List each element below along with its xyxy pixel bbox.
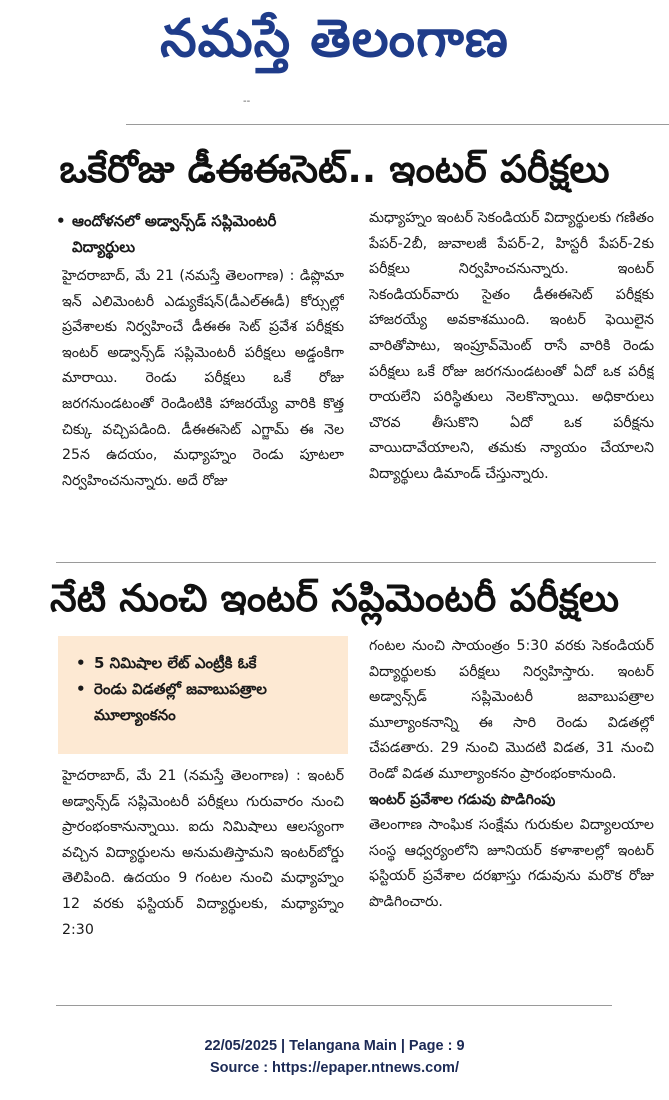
- bullet-icon: •: [56, 212, 66, 230]
- highlight-item: [76, 650, 338, 676]
- story1-headline: ఒకేరోజు డీఈఈసెట్.. ఇంటర్ పరీక్షలు: [59, 147, 610, 191]
- footer-source: Source : https://epaper.ntnews.com/: [210, 1060, 459, 1076]
- story2-column-1: హైదరాబాద్, మే 21 (నమస్తే తెలంగాణ) : ఇంటర్ అడ్వాన్స్‌డ్ సప్లిమెంటరీ పరీక్షలు గురువారం నుంచి ప్రారంభంకానున్నాయి. ఐదు నిమిషాలు ఆలస్యంగా వచ్చిన విద్యార్థులను అనుమతిస్తామని ఇంటర్‌బోర్డు తెలిపింది. ఉదయం 9 గంటల నుంచి మధ్యాహ్నం 12 వరకు ఫస్టియర్ విద్యార్థులకు, మధ్యాహ్నం 2:30: [62, 768, 344, 938]
- story2-column-2-para-1: గంటల నుంచి సాయంత్రం 5:30 వరకు సెకండియర్ విద్యార్థులకు పరీక్షలు నిర్వహిస్తారు. ఇంటర్ అడ్వాన్స్‌డ్ సప్లిమెంటరీ జవాబుపత్రాల మూల్యాంకనాన్ని ఈ సారి రెండు విడతల్లో చేపడతారు. 29 నుంచి మొదటి విడత, 31 నుంచి రెండో విడత మూల్యాంకనం ప్రారంభంకానుంది.: [369, 638, 654, 782]
- bottom-divider: [56, 1005, 612, 1006]
- story2-highlights-box: [58, 636, 348, 754]
- top-divider: [126, 124, 669, 125]
- masthead-title: నమస్తే తెలంగాణ: [160, 9, 509, 69]
- bullet-icon: •: [76, 680, 86, 698]
- bullet-icon: •: [76, 654, 86, 672]
- story2-headline: నేటి నుంచి ఇంటర్ సప్లిమెంటరీ పరీక్షలు: [50, 576, 619, 620]
- story1-column-2: మధ్యాహ్నం ఇంటర్ సెకండియర్ విద్యార్థులకు గణితం పేపర్-2బీ, జువాలజీ పేపర్-2, హిస్టరీ పేపర్-2కు పరీక్షలు నిర్వహించనున్నారు. ఇంటర్ సెకండియర్‌వారు సైతం డీఈఈసెట్ పరీక్షకు హాజరయ్యే అవకాశముంది. ఇంటర్ ఫెయిలైన వారితోపాటు, ఇంప్రూవ్‌మెంట్ రాసే వారికి రెండు పరీక్షలు ఒకే రోజు జరగనుండటంతో ఏదో ఒక పరీక్ష రాయలేని పరిస్థితులు నెలకొన్నాయి. అధికారులు చొరవ తీసుకొని ఏదో ఒక పరీక్షను వాయిదావేయాలని, తమకు న్యాయం చేయాలని విద్యార్థులు డిమాండ్ చేస్తున్నారు.: [369, 210, 654, 482]
- highlight-text: రెండు విడతల్లో జవాబుపత్రాల మూల్యాంకనం: [94, 680, 267, 724]
- story1-subhead: [58, 208, 328, 260]
- highlight-item: [76, 676, 338, 728]
- footer-date-page: 22/05/2025 | Telangana Main | Page : 9: [204, 1038, 465, 1054]
- highlight-text: 5 నిమిషాల లేట్ ఎంట్రీకి ఓకే: [94, 654, 257, 672]
- story-divider: [56, 562, 656, 563]
- story1-subhead-text: ఆందోళనలో అడ్వాన్స్‌డ్ సప్లిమెంటరీ విద్యార్థులు: [72, 212, 277, 256]
- masthead-dots: --: [243, 96, 251, 107]
- story2-column-2-subhead: ఇంటర్ ప్రవేశాల గడువు పొడిగింపు: [369, 791, 556, 808]
- story2-column-2-para-2: తెలంగాణ సాంఘిక సంక్షేమ గురుకుల విద్యాలయాల సంస్థ ఆధ్వర్యంలోని జూనియర్ కళాశాలల్లో ఇంటర్ ఫస్టియర్ ప్రవేశాల దరఖాస్తు గడువును మరొక రోజు పొడిగించారు.: [369, 817, 654, 910]
- story1-column-1: హైదరాబాద్, మే 21 (నమస్తే తెలంగాణ) : డిప్లొమా ఇన్ ఎలిమెంటరీ ఎడ్యుకేషన్(డీఎల్ఈడీ) కోర్సుల్లో ప్రవేశాలకు నిర్వహించే డీఈఈ సెట్ ప్రవేశ పరీక్షకు ఇంటర్ అడ్వాన్స్‌డ్ సప్లిమెంటరీ పరీక్షలు అడ్డంకిగా మారాయి. రెండు పరీక్షలు ఒకే రోజు జరగనుండటంతో రెండింటికి హాజరయ్యే వారికి కొత్త చిక్కు వచ్చిపడింది. డీఈఈసెట్ ఎగ్జామ్ ఈ నెల 25న ఉదయం, మధ్యాహ్నం రెండు పూటలా నిర్వహించనున్నారు. అదే రోజు: [62, 268, 344, 489]
- story2-column-2: [369, 634, 654, 994]
